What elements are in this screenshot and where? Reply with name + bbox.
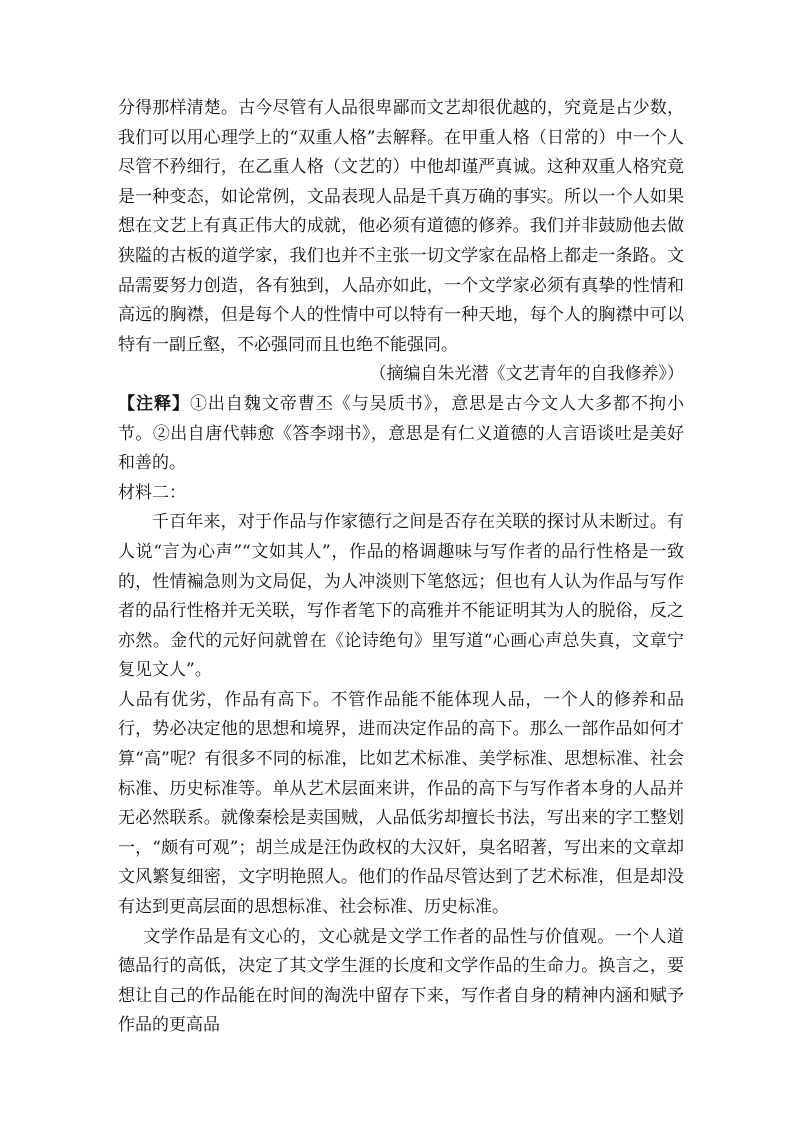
- annotation-note: [118, 390, 684, 479]
- document-page: [118, 94, 684, 1041]
- paragraph-material-two-1: 千百年来，对于作品与作家德行之间是否存在关联的探讨从未断过。有人说“言为心声”“文如其人”，作品的格调趣味与写作者的品行性格是一致的，性情褊急则为文局促，为人冲淡则下笔悠远；但也有人认为作品与写作者的品行性格并无关联，写作者笔下的高雅并不能证明其为人的脱俗，反之亦然。金代的元好问就曾在《论诗绝句》里写道“心画心声总失真，文章宁复见文人”。: [118, 512, 684, 681]
- paragraph-material-one-continued: 分得那样清楚。古今尽管有人品很卑鄙而文艺却很优越的，究竟是占少数，我们可以用心理学上的“双重人格”去解释。在甲重人格（日常的）中一个人尽管不矜细行，在乙重人格（文艺的）中他却谨严真诚。这种双重人格究竟是一种变态，如论常例，文品表现人品是千真万确的事实。所以一个人如果想在文艺上有真正伟大的成就，他必须有道德的修养。我们并非鼓励他去做狭隘的古板的道学家，我们也并不主张一切文学家在品格上都走一条路。文品需要努力创造，各有独到，人品亦如此，一个文学家必须有真挚的性情和高远的胸襟，但是每个人的性情中可以特有一种天地，每个人的胸襟中可以特有一副丘壑，不必强同而且也绝不能强同。: [118, 98, 684, 355]
- paragraph-material-two-3: 文学作品是有文心的，文心就是文学工作者的品性与价值观。一个人道德品行的高低，决定了其文学生涯的长度和文学作品的生命力。换言之，要想让自己的作品能在时间的淘洗中留存下来，写作者自身的精神内涵和赋予作品的更高品: [118, 926, 684, 1036]
- source-citation: （摘编自朱光潜《文艺青年的自我修养》）: [369, 364, 684, 385]
- paragraph-material-two-2: 人品有优劣，作品有高下。不管作品能不能体现人品，一个人的修养和品行，势必决定他的思想和境界，进而决定作品的高下。那么一部作品如何才算“高”呢？有很多不同的标准，比如艺术标准、美学标准、思想标准、社会标准、历史标准等。单从艺术层面来讲，作品的高下与写作者本身的人品并无必然联系。就像秦桧是卖国贼，人品低劣却擅长书法，写出来的字工整划一，“颇有可观”；胡兰成是汪伪政权的大汉奸，臭名昭著，写出来的文章却文风繁复细密，文字明艳照人。他们的作品尽管达到了艺术标准，但是却没有达到更高层面的思想标准、社会标准、历史标准。: [118, 689, 684, 918]
- note-text: ①出自魏文帝曹丕《与吴质书》，意思是古今文人大多都不拘小节。②出自唐代韩愈《答李翊书》，意思是有仁义道德的人言语谈吐是美好和善的。: [118, 393, 685, 474]
- material-two-heading: 材料二：: [118, 482, 186, 503]
- note-label: 【注释】: [118, 393, 190, 414]
